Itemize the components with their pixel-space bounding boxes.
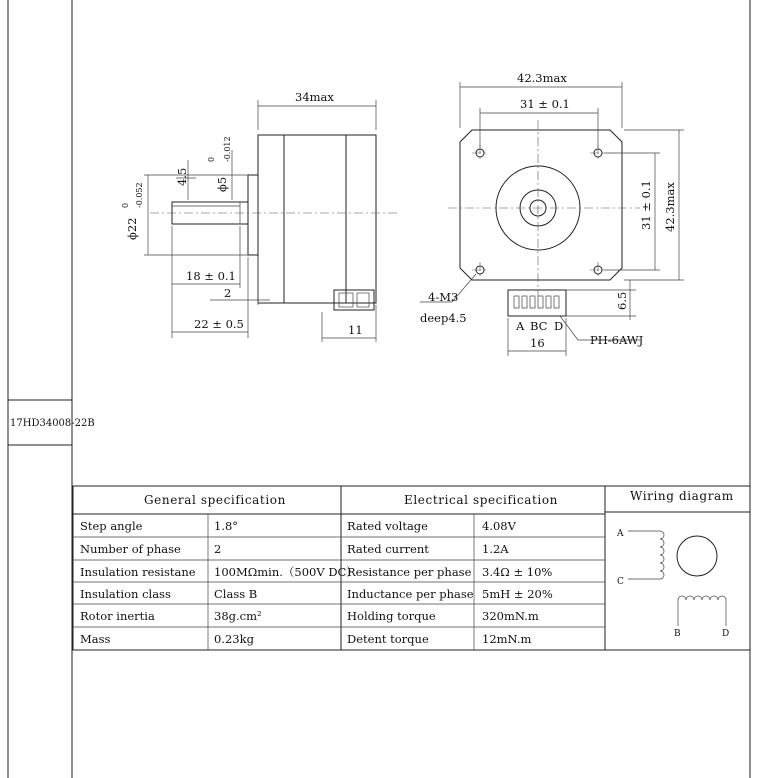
general-row-value: 38g.cm² [214, 609, 262, 623]
electrical-row-label: Inductance per phase [347, 587, 474, 601]
general-row-label: Rotor inertia [80, 609, 155, 623]
general-row-label: Insulation resistane [80, 565, 196, 579]
electrical-row-value: 3.4Ω ± 10% [482, 565, 553, 579]
general-row-value: 1.8° [214, 519, 239, 533]
electrical-row-label: Rated voltage [347, 519, 428, 533]
electrical-row-value: 320mN.m [482, 609, 539, 623]
wire-label-a: A [617, 529, 624, 539]
sheet-border [8, 0, 750, 778]
wire-label-c: C [617, 577, 624, 587]
pin-label-d: D [554, 319, 564, 333]
dim-hole-spacing-h: 31 ± 0.1 [520, 97, 570, 111]
electrical-row-value: 1.2A [482, 542, 509, 556]
wire-label-d: D [722, 629, 730, 639]
dim-hole-spacing-v: 31 ± 0.1 [639, 180, 653, 230]
note-connector-type: PH-6AWJ [590, 333, 644, 347]
side-view [144, 100, 400, 342]
dim-front-height: 42.3max [663, 182, 677, 232]
dim-boss-dia: ϕ22 [125, 217, 139, 240]
pin-label-bc: BC [530, 319, 548, 333]
general-row-label: Mass [80, 632, 111, 646]
electrical-row-label: Rated current [347, 542, 429, 556]
note-holes: 4-M3 [428, 290, 459, 304]
dim-shaft-length: 22 ± 0.5 [194, 317, 244, 331]
electrical-row-value: 4.08V [482, 519, 516, 533]
general-spec-header: General specification [144, 493, 286, 507]
note-holes-depth: deep4.5 [420, 311, 467, 325]
dim-shaft-flat: 4.5 [175, 167, 189, 186]
mounting-holes [472, 145, 606, 278]
general-row-label: Insulation class [80, 587, 171, 601]
dim-shaft-dia-tol-bottom: -0.012 [223, 136, 232, 162]
dim-connector-offset: 6.5 [615, 291, 629, 310]
wiring-diagram [628, 531, 726, 626]
dim-boss-height: 2 [224, 286, 232, 300]
electrical-row-label: Resistance per phase [347, 565, 472, 579]
wiring-diagram-header: Wiring diagram [630, 489, 734, 503]
dim-connector-width: 16 [530, 336, 545, 350]
electrical-row-label: Detent torque [347, 632, 429, 646]
electrical-row-label: Holding torque [347, 609, 436, 623]
general-row-value: 0.23kg [214, 632, 254, 646]
dim-boss-dia-tol-bottom: -0.052 [135, 182, 144, 208]
electrical-row-value: 12mN.m [482, 632, 532, 646]
general-row-value: 100MΩmin.（500V DC） [214, 565, 358, 579]
dim-shaft-dia: ϕ5 [215, 176, 229, 192]
general-row-label: Number of phase [80, 542, 181, 556]
electrical-row-value: 5mH ± 20% [482, 587, 553, 601]
general-row-value: 2 [214, 542, 222, 556]
pin-label-a: A [516, 319, 525, 333]
dim-shaft-dia-tol-top: 0 [207, 156, 216, 162]
model-number: 17HD34008-22B [10, 418, 95, 429]
dim-flat-length: 18 ± 0.1 [186, 269, 236, 283]
wire-label-b: B [674, 629, 681, 639]
dim-front-width: 42.3max [517, 71, 567, 85]
general-row-label: Step angle [80, 519, 143, 533]
dim-total-length: 34max [295, 90, 334, 104]
electrical-spec-header: Electrical specification [404, 493, 559, 507]
dim-boss-dia-tol-top: 0 [121, 202, 130, 208]
general-row-value: Class B [214, 587, 258, 601]
dim-connector-length: 11 [348, 323, 363, 337]
